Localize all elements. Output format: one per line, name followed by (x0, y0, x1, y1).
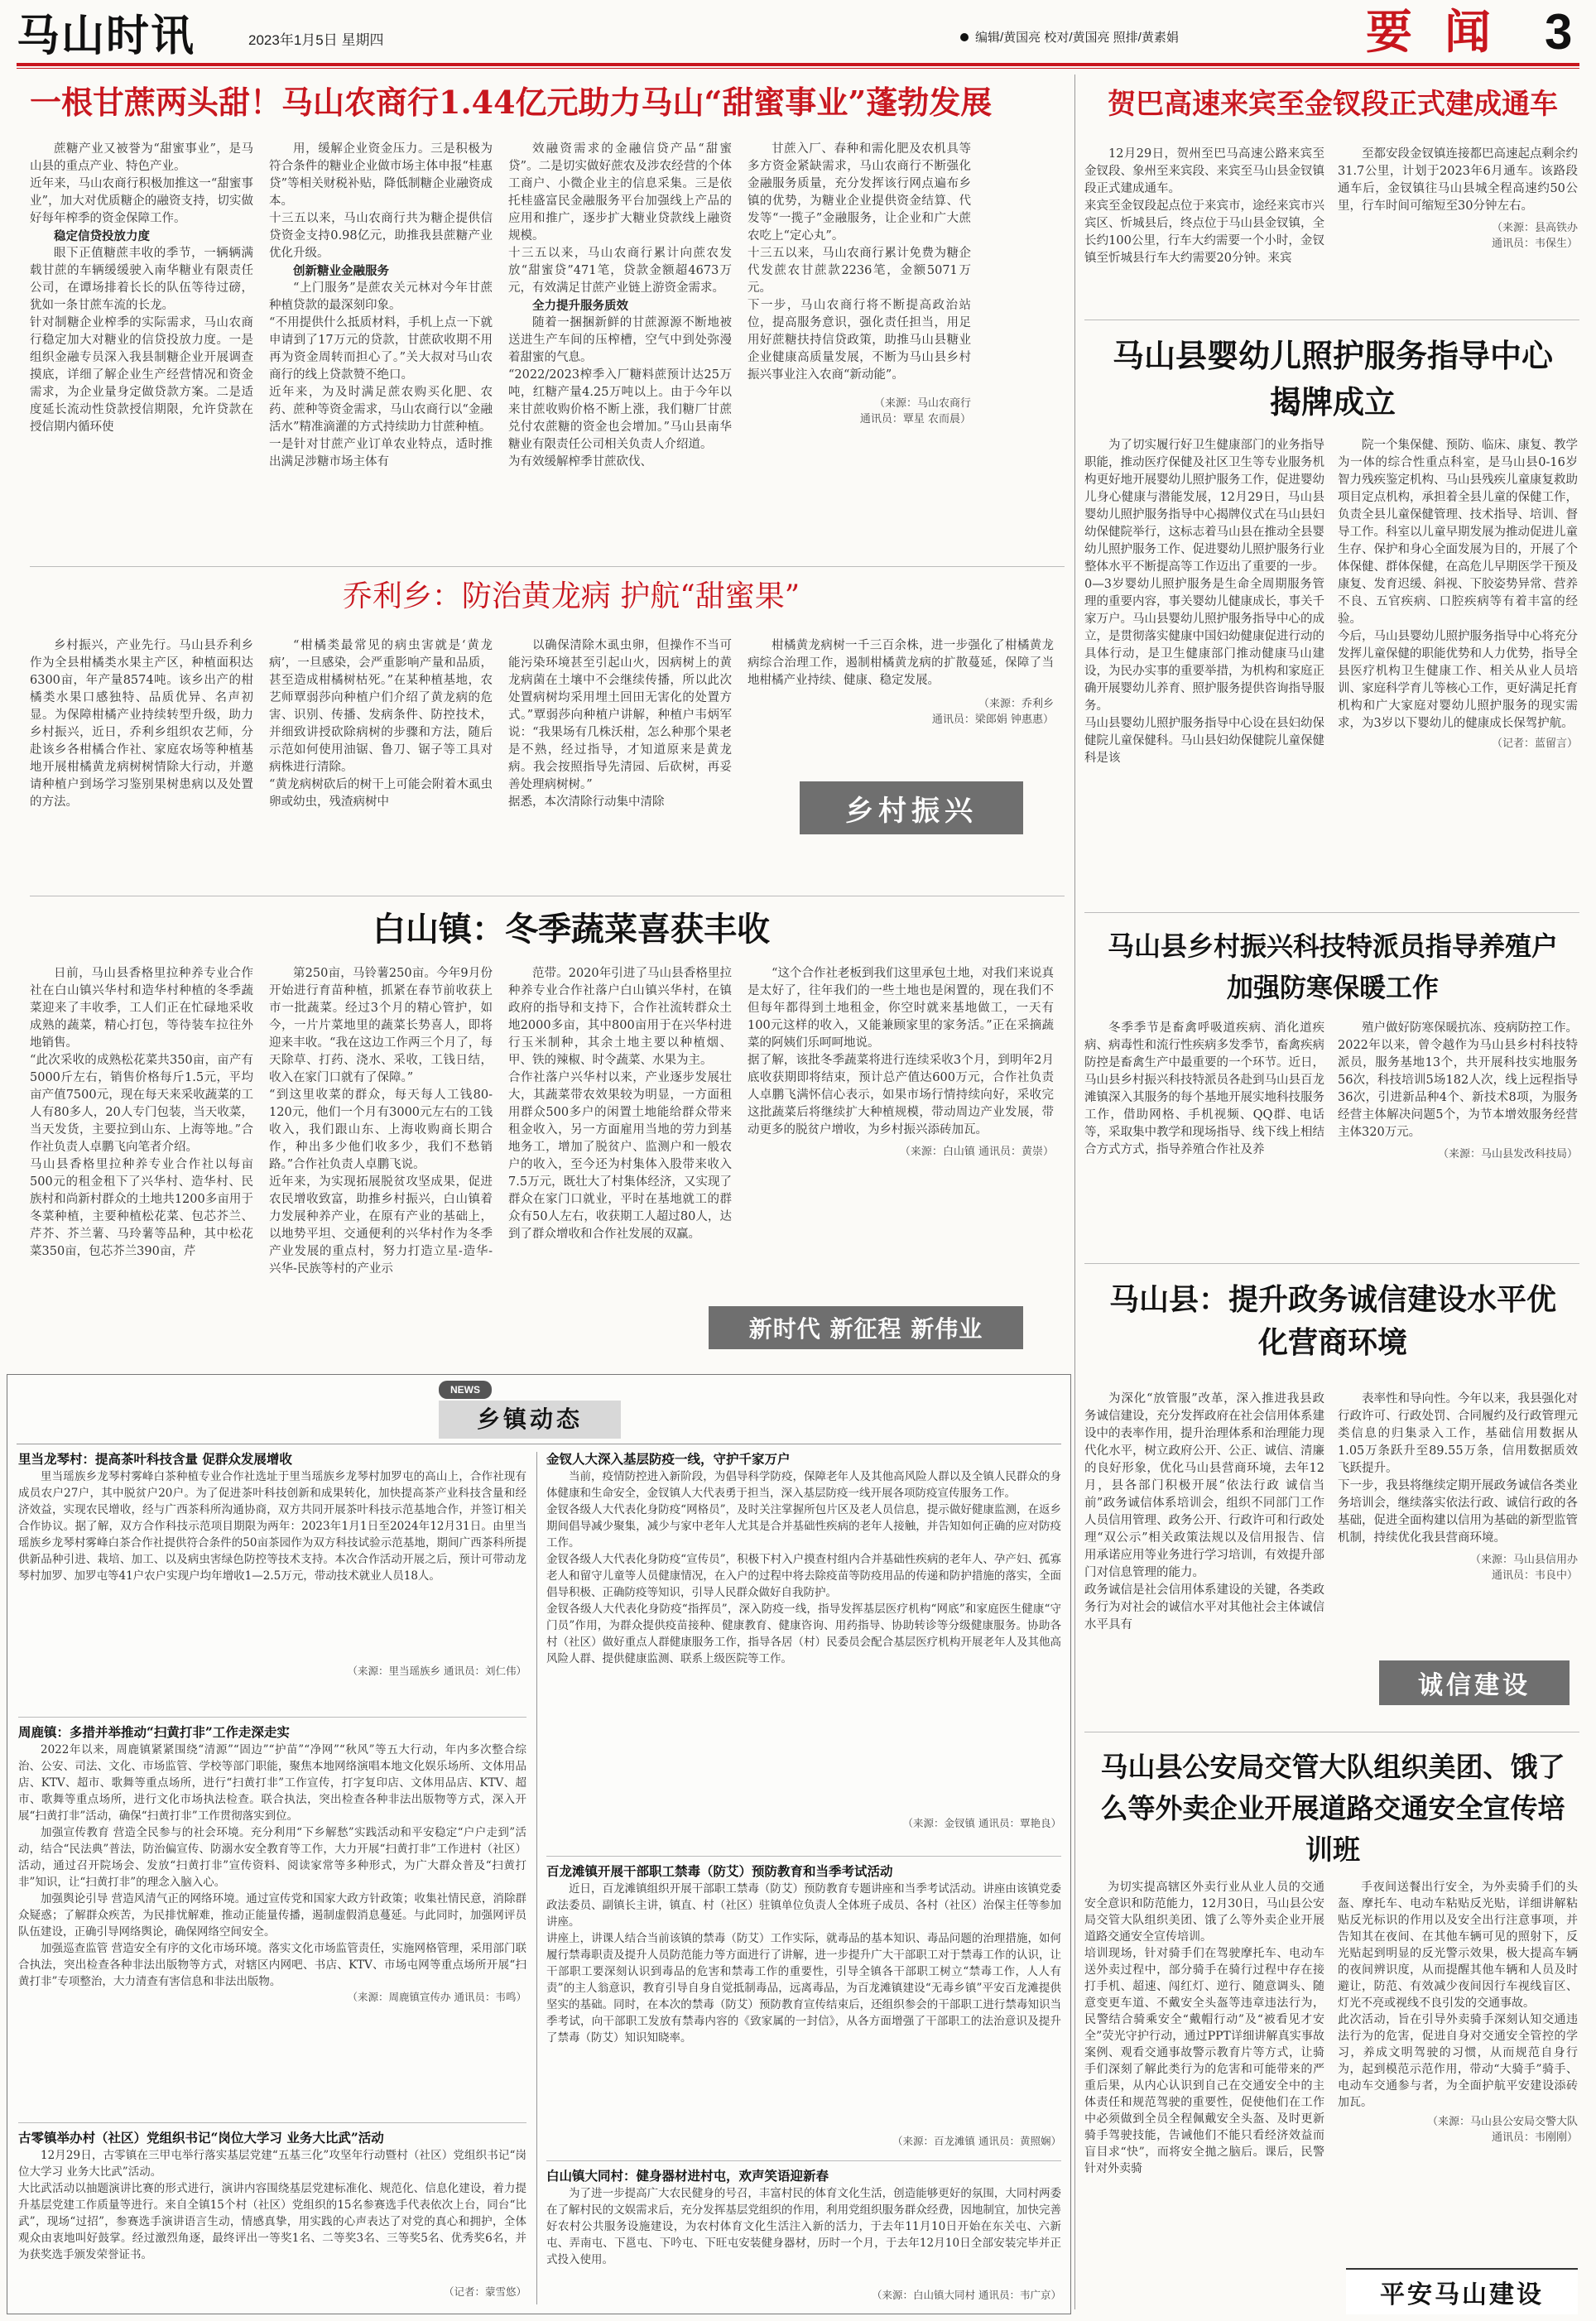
r5-title: 马山县公安局交管大队组织美团、饿了么等外卖企业开展道路交通安全宣传培训班 (1100, 1751, 1565, 1866)
a1-col4 (748, 141, 971, 555)
r1-text-1: 12月29日，贺州至巴马高速公路来宾至金钗段、象州至来宾段、来宾至马山县金钗镇段正式建成通车。 来宾至金钗段起点位于来宾市，途经来宾市兴宾区、忻城县后，终点位于马山县金钗镇，全长约100公里，行车大约需要一个小时，金钗镇至忻城县行车大约需要20分钟。来宾 (1084, 147, 1324, 265)
r3-col1 (1084, 1020, 1324, 1243)
news-item (546, 1862, 1061, 2157)
news-item-body: 当前，疫情防控进入新阶段，为倡导科学防疫，保障老年人及其他高风险人群以及全镇人民群众的身体健康和生命安全，金钗镇人大代表勇于担当，深入基层防疫一线开展各项防疫宣传服务工作。 金钗各级人大代表化身防疫“网格员”，及时关注掌握所包片区及老人员信息，提示做好健康监测，在返乡期间倡导减少聚集，减少与家中老年人尤其是合并基础性疾病的老年人接触，并告知如何正确的应对防疫工作。 金钗各级人大代表化身防疫“宣传员”，积极下村入户摸查村组内合并基础性疾病的老年人、孕产妇、孤寡老人和留守儿童等人员健康情况，在入户的过程中将去除疫苗等防疫用品的传递和防护措施的落实，全面倡导积极、正确防疫等知识，引导人民群众做好自我防护。 金钗各级人大代表化身防疫“指挥员”，深入防疫一线，指导发挥基层医疗机构“网底”和家庭医生健康“守门员”作用，为群众提供疫苗接种、健康教育、健康咨询、用药指导、协助转诊等分级健康服务。协助各村（社区）做好重点人群健康服务工作，指导各居（村）民委员会配合基层医疗机构开展老年人及其他高风险人群、提供健康监测、联系上级医院等工作。 (546, 1470, 1061, 1665)
a3-col2 (269, 965, 493, 1354)
a1-text-3b: 随着一捆捆新鲜的甘蔗源源不断地被送进生产车间的压榨槽，空气中到处弥漫着甜蜜的气息。 “2022/2023榨季入厂糖料蔗预计达25万吨，红糖产量4.25万吨以上。由于今年以来甘蔗收购价格不断上涨，我们糖厂甘蔗兑付农蔗糖的资金也会增加。”马山县南华糖业有限责任公司相关负责人介绍道。 为有效缓解榨季甘蔗砍伐、 (508, 316, 732, 469)
r4-source: （来源：马山县信用办 通讯员：韦良中） (1469, 1554, 1578, 1582)
editors-text: 编辑/黄国亮 校对/黄国亮 照排/黄素娟 (975, 31, 1179, 45)
a1-divider (30, 566, 1065, 567)
news-badge: NEWS (439, 1381, 492, 1399)
bullet-icon (960, 33, 969, 41)
a2-title: 乔利乡：防治黄龙病 护航“甜蜜果” (342, 579, 800, 613)
r2-col1 (1084, 437, 1324, 901)
news-item-title: 古零镇举办村（社区）党组织书记“岗位大学习 业务大比武”活动 (18, 2130, 384, 2146)
page-number: 3 (1545, 4, 1573, 60)
r1-source: （来源：县高铁办 通讯员：韦保生） (1491, 222, 1578, 250)
r5-col1 (1084, 1879, 1324, 2313)
r5-source: （来源：马山县公安局交警大队 通讯员：韦刚刚） (1426, 2116, 1578, 2144)
news-item (18, 2129, 526, 2309)
news-item-body: 为了进一步提高广大农民健身的号召，丰富村民的体育文化生活，创造能够更好的氛围，大同村两委在了解村民的文娱需求后，充分发挥基层党组织的作用，利用党组织服务群众经费，因地制宜，加快完善好农村公共服务设施建设，为农村体育文化生活注入新的活力，于去年11月10日开始在东关屯、六新屯、弄南屯、下邕屯、下吟屯、下旺屯安装健身器材，历时一个月，于去年12月10日全部安装完毕并正式投入使用。 (546, 2187, 1061, 2266)
a3-title: 白山镇：冬季蔬菜喜获丰收 (373, 910, 770, 949)
a3-text-2: 第250亩，马铃薯250亩。今年9月份开始进行育苗种植，抓紧在春节前收获上市一批蔬菜。经过3个月的精心管护，如今，一片片菜地里的蔬菜长势喜人，即将迎来丰收。“我在这边工作两三个月了，每天除草、打药、浇水、采收，工钱日结，收入在家门口就有了保障。” “到这里收菜的群众，每天每人工钱80-120元，他们一个月有3000元左右的工钱收入，我们跟山东、上海收购商长期合作，种出多少他们收多少，我们不愁销路。”合作社负责人卓鹏飞说。 近年来，为实现拓展脱贫攻坚成果，促进农民增收致富，助推乡村振兴，白山镇着力发展种养产业，在原有产业的基础上，以地势平坦、交通便利的兴华村作为冬季产业发展的重点村，努力打造立星-造华-兴华-民族等村的产业示 (269, 967, 493, 1276)
r3-divider (1084, 1263, 1579, 1264)
a3-text-4: “这个合作社老板到我们这里承包土地，对我们来说真是太好了，往年我们的一些土地也是闲置的，现在我们不但每年都得到土地租金，你空时就来基地做工，一天有100元这样的收入，又能兼顾家里的家务活。”正在采摘蔬菜的阿姨们乐呵呵地说。 据了解，该批冬季蔬菜将进行连续采收3个月，到明年2月底收获期即将结束，预计总产值达600万元，合作社负责人卓鹏飞满怀信心表示，如果市场行情持续向好，采收完这批蔬菜后将继续扩大种植规模，带动周边产业发展，带动更多的脱贫户增收，为乡村振兴添砖加瓦。 (748, 967, 1054, 1136)
a1-col3 (508, 141, 732, 555)
editors-line (960, 28, 1179, 46)
a2-text-4: 柑橘黄龙病树一千三百余株，进一步强化了柑橘黄龙病综合治理工作，遏制柑橘黄龙病的扩散蔓延，保障了当地柑橘产业持续、健康、稳定发展。 (748, 639, 1054, 687)
a1-source: （来源：马山农商行 通讯员：覃星 农而晨） (859, 397, 971, 425)
news-item-title: 里当龙琴村：提高茶叶科技含量 促群众发展增收 (18, 1451, 292, 1467)
section-label: 要 闻 (1366, 5, 1491, 60)
r5-text-2: 手夜间送餐出行安全，为外卖骑手们的头盔、摩托车、电动车粘贴反光贴，详细讲解粘贴反光标识的作用以及安全出行注意事项，并告知其在夜间、在其他车辆可见的照射下，反光贴起到明显的反光警示效果，极大提高车辆的夜间辨识度，从而提醒其他车辆和人员及时避让，防范、有效减少夜间因行车视线盲区、灯光不亮或视线不良引发的交通事故。 此次活动，旨在引导外卖骑手深刻认知交通违法行为的危害，促进自身对交通安全管控的学习，养成文明驾驶的习惯，从而规范自身行为，起到模范示范作用，带动“大骑手”骑手、电动车交通参与者，为全面护航平安建设添砖加瓦。 (1338, 1881, 1578, 2109)
a2-col1 (30, 637, 253, 877)
a1-text-4: 甘蔗入厂、春种和需化肥及农机具等多方资金紧缺需求，马山农商行不断强化金融服务质量，充分发挥该行网点遍布乡镇的优势，为糖业企业提供资金结算、代发等“一揽子”金融服务，让企业和广大蔗农吃上“定心丸”。 十三五以来，马山农商行累计免费为糖企代发蔗农甘蔗款2236笔，金额5071万元。 下一步，马山农商行将不断提高政治站位，提高服务意识，强化责任担当，用足用好蔗糖扶持信贷政策，助推马山县糖业企业健康高质量发展，不断为马山县乡村振兴事业注入农商“新动能”。 (748, 142, 971, 382)
a2-col4 (748, 637, 1054, 770)
news-item-body: 近日，百龙滩镇组织开展干部职工禁毒（防艾）预防教育专题讲座和当季考试活动。讲座由该镇党委政法委员、副镇长主讲，镇直、村（社区）驻镇单位负责人全体班子成员、各村（社区）治保主任等参加讲座。 讲座上，讲课人结合当前该镇的禁毒（防艾）工作实际，就毒品的基本知识、毒品问题的治理措施，如何履行禁毒职责及提升人员防范能力等方面进行了讲解，进一步提升广大干部职工对于禁毒工作的认识，让干部职工要深刻认识到毒品的危害和禁毒工作的重要性，引导全镇各干部职工树立“禁毒工作，人人有责”的主人翁意识，教育引导自身自觉抵制毒品，远离毒品，为百龙滩镇建设“无毒乡镇”平安百龙滩提供坚实的基础。同时，在本次的禁毒（防艾）预防教育宣传结束后，还组织参会的干部职工进行禁毒知识当季考试，向干部职工发放有禁毒内容的《致家属的一封信》，从各方面增强了干部职工的法治意识及提升了禁毒（防艾）知识知晓率。 (546, 1882, 1061, 2045)
r1-text-2: 至都安段金钗镇连接都巴高速起点剩余约31.7公里，计划于2023年6月通车。该路段通车后，金钗镇往马山县城全程高速约50公里，行车时间可缩短至30分钟左右。 (1338, 147, 1578, 213)
a1-sub-3: 全力提升服务质效 (532, 299, 628, 313)
a2-col2 (269, 637, 493, 877)
r1-col2 (1338, 146, 1578, 311)
a2-source: （来源：乔利乡 通讯员：梁郎娟 钟惠惠） (931, 698, 1054, 726)
r4-text-1: 为深化“放管服”改革，深入推进我县政务诚信建设，充分发挥政府在社会信用体系建设中的表率作用，提升治理体系和治理能力现代化水平，树立政府公开、公正、诚信、清廉的良好形象，优化马山县营商环境，去年12月，县各部门积极开展“依法行政 诚信当前”政务诚信体系培训会，组织不同部门工作人员信用管理、政务公开、行政许可和行政处理“双公示”相关政策法规以及信用报告、信用承诺应用等业务进行学习培训，有效提升部门对信息管理的能力。 政务诚信是社会信用体系建设的关键，各类政务行为对社会的诚信水平对其他社会主体诚信水平具有 (1084, 1392, 1324, 1631)
r3-title: 马山县乡村振兴科技特派员指导养殖户加强防寒保暖工作 (1107, 930, 1558, 1003)
news-item-sub: 加强宣传教育 营造全民参与的社会环境。充分利用“下乡解愁”实践活动和平安稳定“户户走到”活动，结合“民法典”普法，防治偏宣传、防溺水安全教育等工作，大力开展“扫黄打非”工作进村（社区）活动，通过召开院场会、发放“扫黄打非”宣传资料、阅读家常等多种形式，为广大群众普及“扫黄打非”知识，让“扫黄打非”的理念入脑入心。 (18, 1826, 526, 1889)
a2-text-3: 以确保清除木虱虫卵，但操作不当可能污染环境甚至引起山火，因病树上的黄龙病菌在土壤中不会继续传播，所以此次处置病树均采用埋土回田无害化的处置方式。”覃弱莎向种植户讲解，种植户韦炳军说：“我果场有几株沃柑，怎么种那个果老是不熟，经过指导，才知道原来是黄龙病。我会按照指导先清园、后砍树，再妥善处理病树树。” 据悉，本次清除行动集中清除 (508, 639, 732, 809)
a1-col1 (30, 141, 253, 555)
news-item-title: 金钗人大深入基层防疫一线，守护千家万户 (546, 1451, 791, 1467)
news-item (18, 1450, 526, 1715)
column-divider (1074, 74, 1075, 2309)
news-sep (18, 1717, 526, 1718)
a2-col3 (508, 637, 732, 877)
a1-text-2: 用，缓解企业资金压力。三是积极为符合条件的糖业企业做市场主体申报“桂惠贷”等相关财税补贴，降低制糖企业融资成本。 十三五以来，马山农商行共为糖企提供信贷资金支持0.98亿元，助推我县蔗糖产业优化升级。 (269, 142, 493, 260)
a3-col4 (748, 965, 1054, 1296)
news-item-source: （来源：百龙滩镇 通讯员：黄照娴） (892, 2135, 1061, 2147)
r3-text-2: 殖户做好防寒保暖抗冻、疫病防控工作。 2022年以来，曾令越作为马山县乡村科技特派员，服务基地13个，共开展科技实地服务56次，科技培训5场182人次，线上远程指导36次，引进新品种4个、新技术8项，为服务经营主体解决问题5个，为节本增效服务经营主体320万元。 (1338, 1021, 1578, 1139)
a3-col3 (508, 965, 732, 1354)
news-item-source: （来源：金钗镇 通讯员：覃艳良） (902, 1817, 1061, 1829)
news-item-body: 里当瑶族乡龙琴村雾峰白茶种植专业合作社选址于里当瑶族乡龙琴村加罗屯的高山上，合作社现有成员农户27户，其中脱贫户20户。为了促进茶叶科技创新和成果转化，加快提高茶产业科技含量和经济效益，实现农民增收，经与广西茶科所沟通协商，双方共同开展茶叶科技示范基地合作，并签订相关合作协议。据了解，双方合作科技示范项目期限为两年：2023年1月1日至2024年12月31日。由里当瑶族乡龙琴村雾峰白茶合作社提供符合条件的50亩茶园作为双方科技试验示范基地，期间广西茶科所提供新品种引进、栽培、加工、以及病虫害绿色防控等技术支持。本次合作活动开展之后，预计可带动龙琴村加罗、加罗屯等41户农户实现户均年增收1—2.5万元，带动技术就业人员18人。 (18, 1470, 526, 1583)
r2-source: （记者：蓝留言） (1491, 738, 1578, 750)
news-item-body: 2022年以来，周鹿镇紧紧围绕“清源”“固边”“护苗”“净网”“秋风”等五大行动，年内多次整合综治、公安、司法、文化、市场监管、学校等部门职能，聚焦本地网络演唱本地文化娱乐场所、文体用品店、KTV、超市、歌舞等重点场所，进行“扫黄打非”工作宣传，打字复印店、文体用品店、KTV、超市、歌舞等重点场所，进行文化市场执法检查。联合执法，突出检查各种非法出版物等方式，深入开展“扫黄打非”活动，确保“扫黄打非”工作贯彻落实到位。 (18, 1743, 526, 1823)
header-rule (17, 63, 1579, 66)
r4-title: 马山县：提升政务诚信建设水平优化营商环境 (1108, 1282, 1556, 1360)
a1-text-1: 蔗糖产业又被誉为“甜蜜事业”，是马山县的重点产业、特色产业。 近年来，马山农商行积极加推这一“甜蜜事业”，加大对优质糖企的融资支持，切实做好每年榨季的资金保障工作。 (30, 142, 253, 225)
news-title: 乡镇动态 (439, 1401, 621, 1439)
a3-col1 (30, 965, 253, 1354)
a1-sub-2: 创新糖业金融服务 (293, 264, 389, 278)
a3-stamp: 新时代 新征程 新伟业 (709, 1306, 1023, 1349)
news-item-source: （记者：蒙雪悠） (443, 2285, 526, 2298)
r3-col2 (1338, 1020, 1578, 1243)
r2-title: 马山县婴幼儿照护服务指导中心揭牌成立 (1112, 337, 1553, 420)
news-item (546, 1450, 1061, 1851)
r4-stamp: 诚信建设 (1379, 1660, 1570, 1705)
news-item-source: （来源：白山镇大同村 通讯员：韦广京） (872, 2289, 1061, 2301)
a3-source: （来源：白山镇 通讯员：黄崇） (899, 1146, 1054, 1158)
news-item-body: 12月29日，古零镇在三甲屯举行落实基层党建“五基三化”攻坚年行动暨村（社区）党组织书记“岗位大学习 业务大比武”活动。 大比武活动以抽题演讲比赛的形式进行，演讲内容围绕基层党建标准化、规范化、信息化建设，着力提升基层党建工作质量等进行。来自全镇15个村（社区）党组织的15名参赛选手代表依次上台，同台“比武”，现场“过招”，参赛选手演讲语言生动，情感真挚，用实践的心声表达了对党的真心和拥护，全体观众由衷地叫好鼓掌。经过激烈角逐，最终评出一等奖1名、二等奖3名、三等奖5名、优秀奖6名，并为获奖选手颁发荣誉证书。 (18, 2149, 526, 2261)
a2-text-1: 乡村振兴，产业先行。马山县乔利乡作为全县柑橘类水果主产区，种植面积达6300亩，年产量8574吨。该乡出产的柑橘类水果口感独特、品质优异、名声初显。为保障柑橘产业持续转型升级，助力乡村振兴，近日，乔利乡组织农艺师，分赴该乡各柑橘合作社、家庭农场等种植基地开展柑橘黄龙病树树情除大行动，并邀请种植户到场学习鉴别果树患病以及处置的方法。 (30, 639, 253, 809)
news-item-source: （来源：里当瑶族乡 通讯员：刘仁伟） (347, 1665, 526, 1677)
a3-text-1: 日前，马山县香格里拉种养专业合作社在白山镇兴华村和造华村种植的冬季蔬菜迎来了丰收季，工人们正在忙碌地采收成熟的蔬菜，精心打包，等待装车拉往外地销售。 “此次采收的成熟松花菜共350亩，亩产有5000斤左右，销售价格每斤1.5元，平均亩产值7500元，现在每天来采收蔬菜的工人有80多人，20人专门包装，当天收菜，当天发货，主要拉到山东、上海等地。”合作社负责人卓鹏飞向笔者介绍。 马山县香格里拉种养专业合作社以每亩500元的租金租下了兴华村、造华村、民族村和尚新村群众的土地共1200多亩用于冬菜种植，主要种植松花菜、包芯芥兰、芹芥、芥兰薯、马玲薯等品种，其中松花菜350亩，包芯芥兰390亩，芹 (30, 967, 253, 1258)
a1-text-1b: 眼下正值糖蔗丰收的季节，一辆辆满载甘蔗的车辆缓缓驶入南华糖业有限责任公司，在谭场排着长长的队伍等待过磅，犹如一条甘蔗车流的长龙。 针对制糖企业榨季的实际需求，马山农商行稳定加大对糖业的信贷投放力度。一是组织金融专员深入我县制糖企业开展调查摸底，详细了解企业生产经营情况和资金需求，为企业量身定做贷款方案。二是适度延长流动性贷款授信期限，允许贷款在授信期内循环使 (30, 247, 253, 434)
r5-stamp: 平安马山建设 (1346, 2268, 1578, 2314)
r4-col2 (1338, 1391, 1578, 1647)
r5-col2 (1338, 1879, 1578, 2243)
news-item-sub: 加强舆论引导 营造风清气正的网络环境。通过宣传党和国家大政方针政策；收集社情民意，消除群众疑惑；了解群众疾苦，为民排忧解难，推动正能量传播，遏制虚假消息蔓延。与此同时，加强网评员队伍建设，正确引导网络舆论，确保网络空间安全。 (18, 1892, 526, 1939)
news-item-title: 百龙滩镇开展干部职工禁毒（防艾）预防教育和当季考试活动 (546, 1863, 893, 1879)
r1-title: 贺巴高速来宾至金钗段正式建成通车 (1108, 88, 1558, 121)
a1-title: 一根甘蔗两头甜！马山农商行1.44亿元助力马山“甜蜜事业”蓬勃发展 (30, 84, 993, 121)
r2-text-1: 为了切实履行好卫生健康部门的业务指导职能，推动医疗保健及社区卫生等专业服务机构更好地开展婴幼儿照护服务工作，促进婴幼儿身心健康与潜能发展，12月29日，马山县婴幼儿照护服务指导中心揭牌仪式在马山县妇幼保健院举行，这标志着马山县在推动全县婴幼儿照护服务工作、促进婴幼儿照护服务行业整体水平不断提高等工作迈出了重要的一步。 0—3岁婴幼儿照护服务是生命全周期服务管理的重要内容，事关婴幼儿健康成长，事关千家万户。马山县婴幼儿照护服务指导中心的成立，是贯彻落实健康中国妇幼健康促进行动的具体行动，是卫生健康部门推动健康马山建设，为民办实事的重要举措，为机构和家庭正确开展婴幼儿养育、照护服务提供咨询指导服务。 马山县婴幼儿照护服务指导中心设在县妇幼保健院儿童保健科。马山县妇幼保健院儿童保健科是该 (1084, 439, 1324, 765)
news-sep (546, 1856, 1061, 1857)
news-sep (18, 2122, 526, 2123)
header-rule-thin (17, 68, 1579, 69)
r1-col1 (1084, 146, 1324, 311)
a1-text-2b: “上门服务”是蔗农关元林对今年甘蔗种植贷款的最深刻印象。 “不用提供什么抵质材料，手机上点一下就申请到了17万元的贷款，甘蔗砍收期不用再为资金周转而担心了。”关大叔对马山农商行的线上贷款赞不绝口。 近年来，为及时满足蔗农购买化肥、农药、蔗种等资金需求，马山农商行以“金融活水”精准滴灌的方式持续助力甘蔗种植。 一是针对甘蔗产业订单农业特点，适时推出满足涉糖市场主体有 (269, 281, 493, 469)
news-item-source: （来源：周鹿镇宣传办 通讯员：韦鸣） (347, 1991, 526, 2003)
a2-stamp: 乡村振兴 (800, 781, 1023, 834)
r3-source: （来源：马山县发改科技局） (1437, 1148, 1578, 1160)
r4-col1 (1084, 1391, 1324, 1722)
a2-text-2: “柑橘类最常见的病虫害就是‘黄龙病’，一旦感染，会严重影响产量和品质，甚至造成柑橘树枯死。”在某种植基地，农艺师覃弱莎向种植户们介绍了黄龙病的危害、识别、传播、发病条件、防控技术，并细致讲授砍除病树的步骤和方法，随后示范如何使用油锯、鲁刀、锯子等工具对病株进行清除。 “黄龙病树砍后的树干上可能会附着木虱虫卵或幼虫，残渣病树中 (269, 639, 493, 809)
issue-date: 2023年1月5日 星期四 (248, 32, 384, 48)
news-sep (546, 2160, 1061, 2161)
a1-col2 (269, 141, 493, 555)
news-divider (536, 1452, 537, 2304)
a1-sub-1: 稳定信贷投放力度 (54, 229, 150, 243)
news-item-title: 周鹿镇：多措并举推动“扫黄打非”工作走深走实 (18, 1724, 290, 1740)
news-item (546, 2167, 1061, 2309)
a1-text-3: 效融资需求的金融信贷产品“甜蜜贷”。二是切实做好蔗农及涉农经营的个体工商户、小微企业主的信息采集。三是依托桂盛富民金融服务平台加强线上产品的应用和推广，逐步扩大糖业贷款线上融资规模。 十三五以来，马山农商行累计向蔗农发放“甜蜜贷”471笔，贷款金额超4673万元，有效满足甘蔗产业链上游资金需求。 (508, 142, 732, 295)
masthead: 马山时讯 (17, 11, 196, 61)
r3-text-1: 冬季季节是畜禽呼吸道疾病、消化道疾病、病毒性和流行性疾病多发季节，畜禽疾病防控是畜禽生产中最重要的一个环节。近日，马山县乡村振兴科技特派员各赴到马山县百龙滩镇深入其服务的每个基地开展实地科技服务工作，借助网格、手机视频、QQ群、电话等，采取集中教学和现场指导、线下线上相结合方式方式，指导养殖合作社及养 (1084, 1021, 1324, 1156)
news-item-sub: 加强巡查监管 营造安全有序的文化市场环境。落实文化市场监管责任，实施网格管理，采用部门联合执法，突出检查各种非法出版物等方式，对辖区内网吧、书店、KTV、市场屯网等重点场所开展“扫黄打非”专项整治，大力清查有害信息和非法出版物。 (18, 1942, 526, 1988)
r5-text-1: 为切实提高辖区外卖行业从业人员的交通安全意识和防范能力，12月30日，马山县公安局交管大队组织美团、饿了么等外卖企业开展道路交通安全宣传培训。 培训现场，针对骑手们在驾驶摩托车、电动车送外卖过程中，部分骑手在骑行过程中存在接打手机、超速、闯红灯、逆行、随意调头、随意变更车道、不戴安全头盔等违章违法行为，民警结合骑乘安全“戴帽行动”及“被看见才安全”荧光守护行动，通过PPT详细讲解真实事故案例、观看交通事故警示教育片等方式，让骑手们深刻了解此类行为的危害和可能带来的严重后果，从内心认识到自己在交通安全中的主体责任和规范驾驶的重要性，促使他们在工作中必须做到全员全程佩戴安全头盔、及时更新骑手驾驶技能，告诫他们不能只看经济效益而盲目求“快”，而将安全拋之脑后。课后，民警针对外卖骑 (1084, 1881, 1324, 2175)
r2-col2 (1338, 437, 1578, 901)
news-item (18, 1723, 526, 2119)
news-item-title: 白山镇大同村：健身器材进村屯，欢声笑语迎新春 (546, 2168, 829, 2184)
r2-divider (1084, 912, 1579, 913)
r4-text-2: 表率性和导向性。今年以来，我县强化对行政许可、行政处罚、合同履约及行政管理元类信息的归集录入工作，基础信用数据从1.05万条跃升至89.55万条，信用数据质效飞跃提升。 下一步，我县将继续定期开展政务诚信各类业务培训会，继续落实依法行政、诚信行政的各基础，促进全面构建以信用为基础的新型监管机制，持续优化我县营商环境。 (1338, 1392, 1578, 1545)
a3-text-3: 范带。2020年引进了马山县香格里拉种养专业合作社落户白山镇兴华村，在镇政府的指导和支持下，合作社流转群众土地2000多亩，其中800亩用于在兴华村进行玉米制种，其余土地主要以种植烟、甲、铁的辣椒、时令蔬菜、水果为主。 合作社落户兴华村以来，产业逐步发展壮大，其蔬菜带农效果较为明显，一方面租用群众500多户的闲置土地能给群众带来租金收入，另一方面雇用当地的劳力到基地务工，增加了脱贫户、监测户和一般农户的收入，至今还为村集体入股带来收入7.5万元，既壮大了村集体经济，又实现了群众在家门口就业，平时在基地就工的群众有50人左右，收获期工人超过80人，达到了群众增收和合作社发展的双赢。 (508, 967, 732, 1241)
r2-text-2: 院一个集保健、预防、临床、康复、教学为一体的综合性重点科室，是马山县0-16岁智力残疾鉴定机构、马山县残疾儿童康复救助项目定点机构，承担着全县儿童的保健工作，负责全县儿童保健管理、技术指导、培训、督导工作。科室以儿童早期发展为推动促进儿童生存、保护和身心全面发展为目的，开展了个体保健、群体保健，在高危儿早期医学干预及康复、发育迟缓、斜视、下胶姿势异常、营养不良、五官疾病、口腔疾病等有着丰富的经验。 今后，马山县婴幼儿照护服务指导中心将充分发挥儿童保健的职能优势和人力优势，指导全县医疗机构卫生健康工作、相关从业人员培训、家庭科学育儿等核心工作，更好满足托育机构和广大家庭对婴幼儿照护服务的现实需求，为3岁以下婴幼儿的健康成长保驾护航。 (1338, 439, 1578, 730)
